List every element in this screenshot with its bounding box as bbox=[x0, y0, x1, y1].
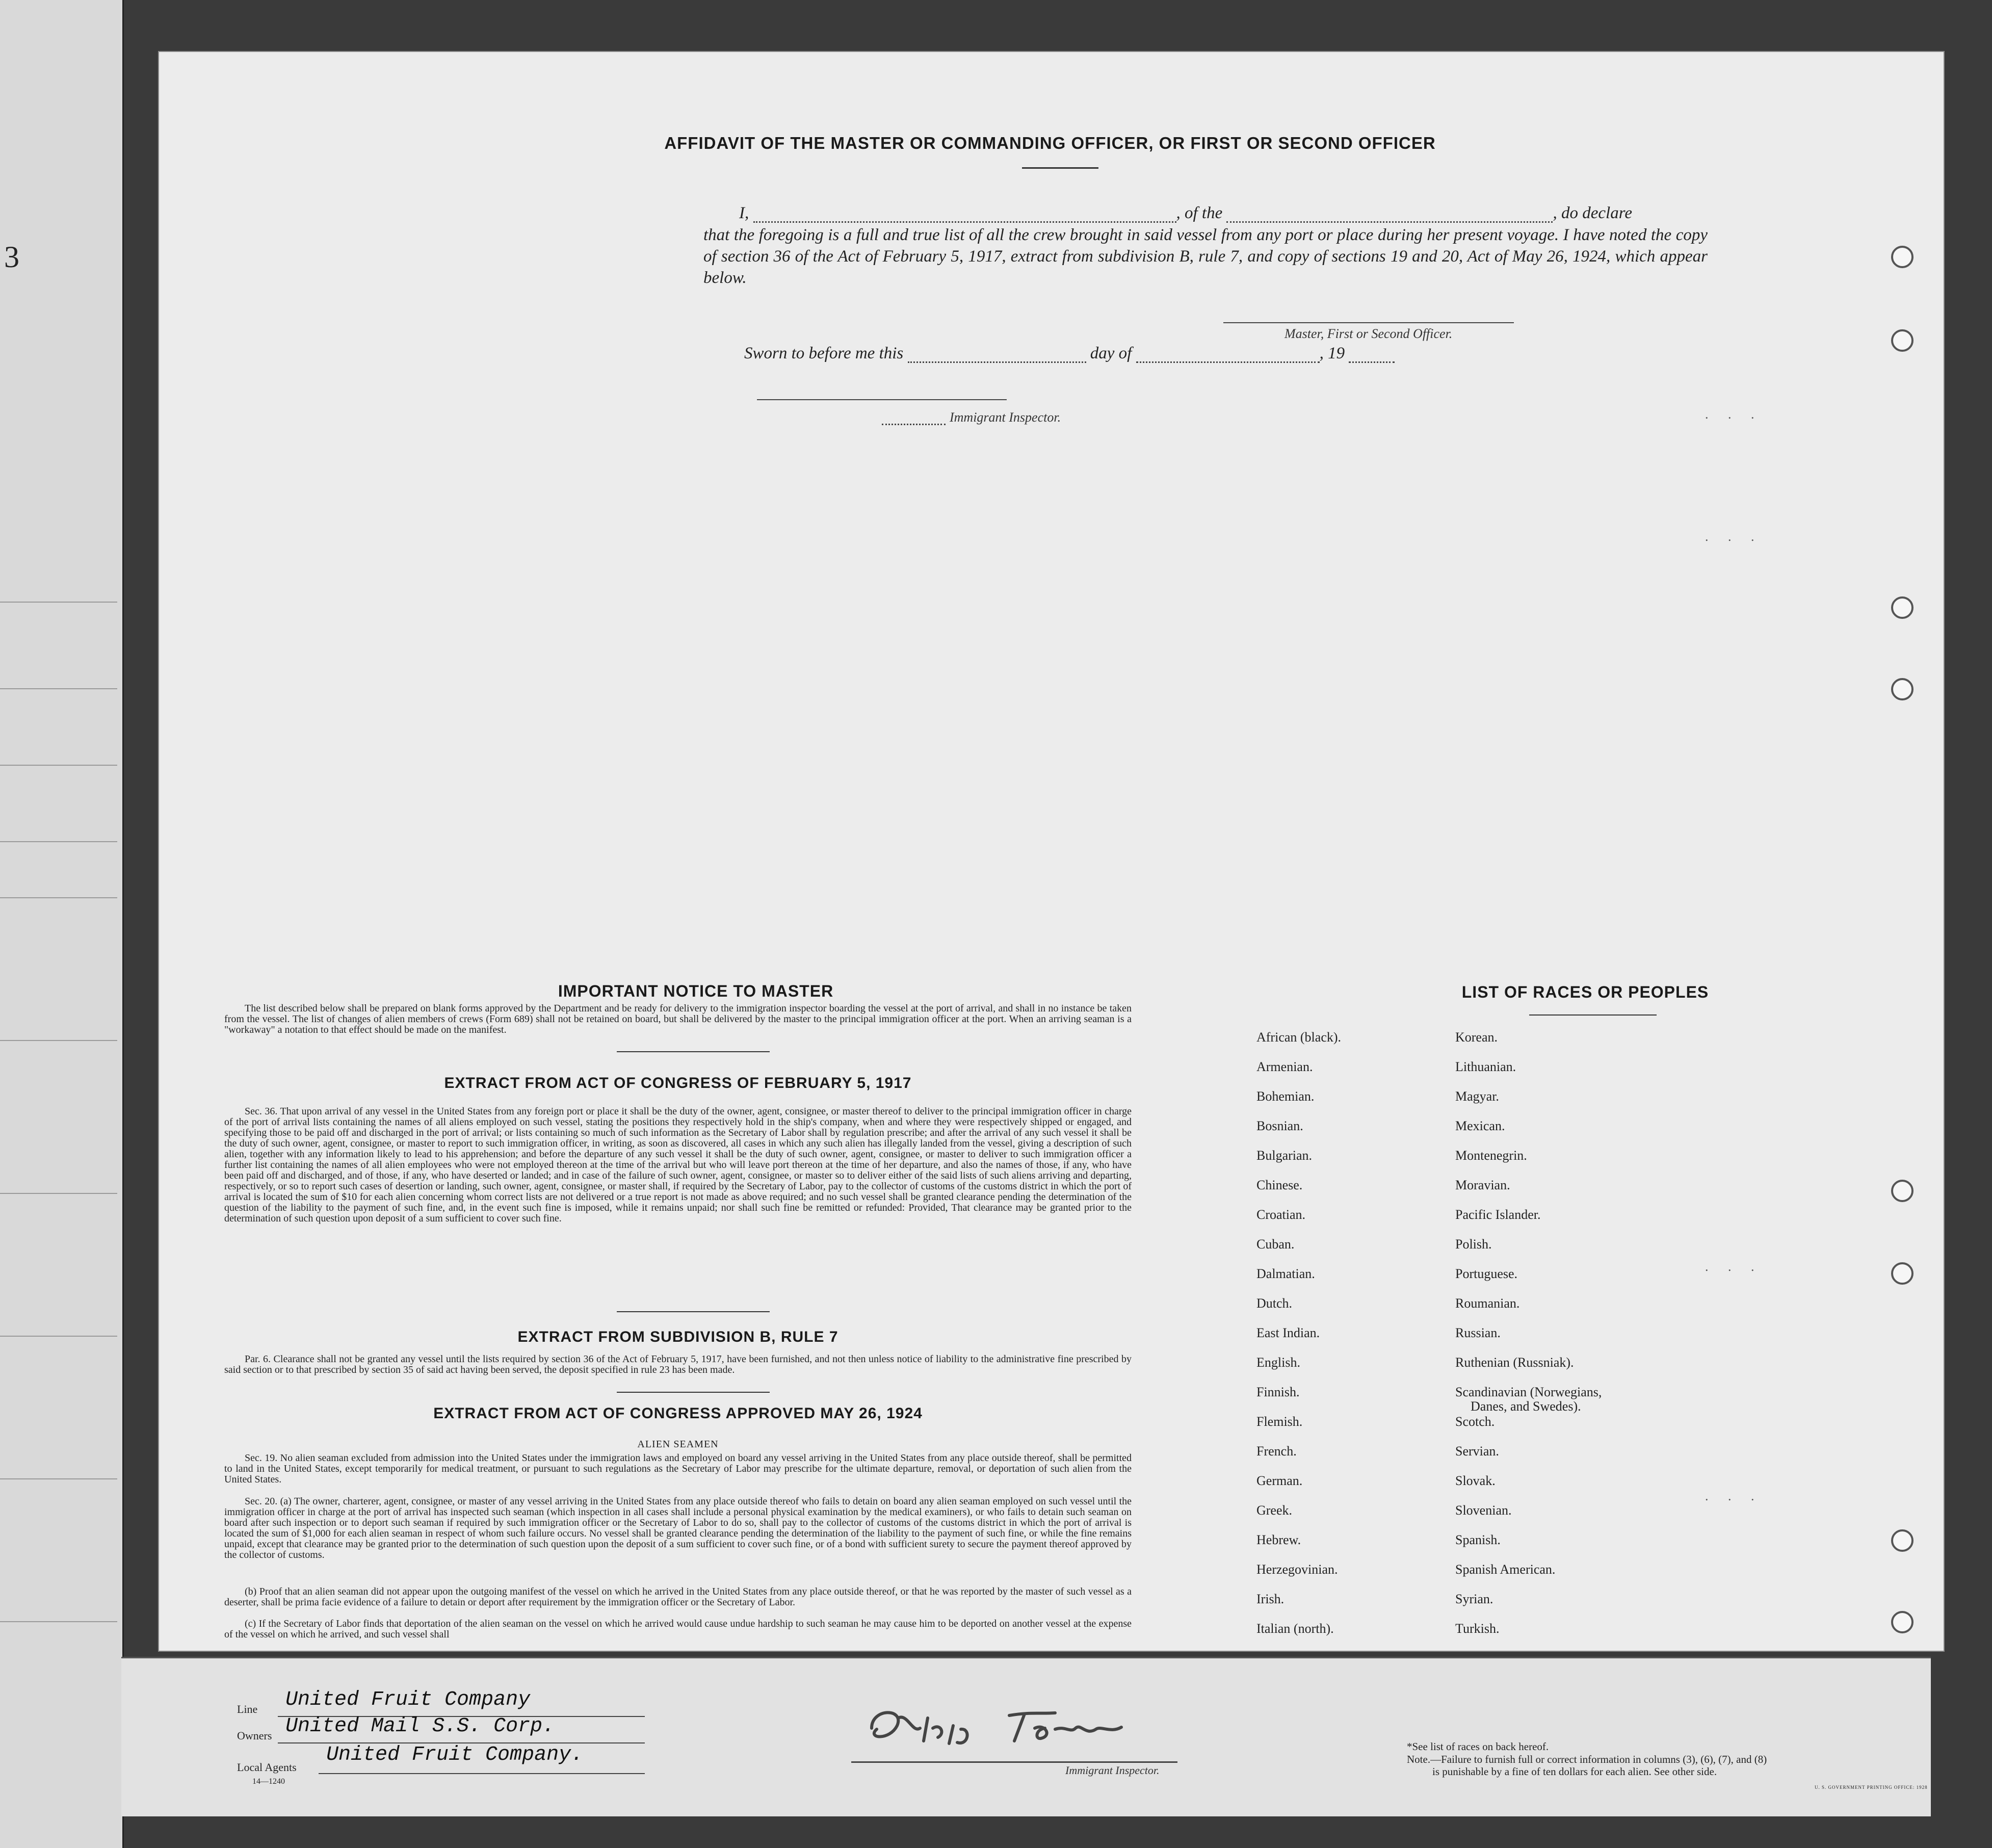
race-item-continuation: Danes, and Swedes). bbox=[1471, 1399, 1581, 1414]
bleed-dots: . . . bbox=[1705, 407, 1763, 422]
race-item: Croatian. bbox=[1256, 1207, 1306, 1222]
notice-title: IMPORTANT NOTICE TO MASTER bbox=[558, 982, 834, 1000]
race-item: Pacific Islander. bbox=[1455, 1207, 1541, 1222]
punch-hole bbox=[1891, 329, 1914, 352]
officer-signature-line bbox=[1223, 322, 1514, 323]
line-label: Line bbox=[237, 1703, 258, 1715]
document-page bbox=[158, 51, 1945, 1652]
agents-field-rule bbox=[319, 1773, 645, 1774]
race-item: Dutch. bbox=[1256, 1296, 1293, 1311]
punch-hole bbox=[1891, 1262, 1914, 1285]
rule7-text: Par. 6. Clearance shall not be granted any vessel until the lists required by section 36 of the Act of February 5, 1917, have been furnished, and not then unless notice of liability to the administrative fine prescribed by said section or to that prescribed by section 35 of said act having been served, the deposit specified in rule 23 has been made. bbox=[224, 1354, 1132, 1375]
sworn-day-blank bbox=[908, 347, 1086, 363]
margin-mark: 3 bbox=[4, 240, 19, 274]
punch-hole bbox=[1891, 596, 1914, 619]
sworn-before: Sworn to before me this bbox=[744, 344, 904, 362]
bleed-dots: . . . bbox=[1705, 1489, 1763, 1503]
race-item: Magyar. bbox=[1455, 1089, 1499, 1104]
race-item: Lithuanian. bbox=[1455, 1059, 1516, 1074]
failure-note-2: is punishable by a fine of ten dollars for each alien. See other side. bbox=[1432, 1765, 1717, 1778]
race-item: Greek. bbox=[1256, 1503, 1293, 1518]
race-item: Mexican. bbox=[1455, 1118, 1505, 1133]
race-item: Turkish. bbox=[1455, 1621, 1500, 1636]
race-item: Bohemian. bbox=[1256, 1089, 1315, 1104]
race-item: Dalmatian. bbox=[1256, 1266, 1315, 1281]
form-number: 14—1240 bbox=[252, 1777, 285, 1786]
rule7-rule bbox=[617, 1392, 770, 1393]
declaration-line bbox=[739, 204, 1632, 223]
decl-do-declare: , do declare bbox=[1553, 204, 1632, 222]
race-item: Spanish. bbox=[1455, 1532, 1501, 1547]
race-item: Scotch. bbox=[1455, 1414, 1495, 1429]
race-item: Montenegrin. bbox=[1455, 1148, 1527, 1163]
agents-value: United Fruit Company. bbox=[326, 1743, 584, 1766]
race-item: Slovak. bbox=[1455, 1473, 1496, 1488]
owners-value: United Mail S.S. Corp. bbox=[285, 1715, 555, 1738]
sec20c-text: (c) If the Secretary of Labor finds that deportation of the alien seaman on the vessel on which he arrived would cause undue hardship to such seaman he may cause him to be deported on another vessel at the expense of the vessel on which he arrived, and such vessel shall bbox=[224, 1619, 1132, 1640]
race-item: Polish. bbox=[1455, 1237, 1492, 1252]
race-item: Slovenian. bbox=[1455, 1503, 1512, 1518]
inspector-blank bbox=[882, 415, 946, 425]
bleed-dots: . . . bbox=[1705, 1259, 1763, 1274]
races-title: LIST OF RACES OR PEOPLES bbox=[1461, 983, 1709, 1001]
rule7-title: EXTRACT FROM SUBDIVISION B, RULE 7 bbox=[517, 1329, 838, 1345]
vessel-blank bbox=[1226, 207, 1553, 223]
race-item: Herzegovinian. bbox=[1256, 1562, 1338, 1577]
inspector-signature bbox=[856, 1698, 1152, 1754]
race-item: Italian (north). bbox=[1256, 1621, 1334, 1636]
race-item: Finnish. bbox=[1256, 1385, 1300, 1399]
footer-inspector-caption: Immigrant Inspector. bbox=[1065, 1764, 1160, 1777]
officer-caption: Master, First or Second Officer. bbox=[1285, 326, 1453, 341]
race-item: Spanish American. bbox=[1455, 1562, 1556, 1577]
affidavit-title: AFFIDAVIT OF THE MASTER OR COMMANDING OFFICER, OR FIRST OR SECOND OFFICER bbox=[664, 134, 1436, 152]
sworn-year-blank bbox=[1349, 347, 1395, 363]
race-item: Moravian. bbox=[1455, 1178, 1510, 1192]
notice-rule bbox=[617, 1051, 770, 1052]
agents-label: Local Agents bbox=[237, 1761, 297, 1774]
failure-note-1: Note.—Failure to furnish full or correct information in columns (3), (6), (7), and (8) bbox=[1407, 1753, 1767, 1765]
race-item: East Indian. bbox=[1256, 1325, 1320, 1340]
sworn-year: , 19 bbox=[1319, 344, 1345, 362]
decl-i: I, bbox=[739, 204, 749, 222]
race-item: Hebrew. bbox=[1256, 1532, 1301, 1547]
race-item: Bosnian. bbox=[1256, 1118, 1303, 1133]
affidavit-body: that the foregoing is a full and true list of all the crew brought in said vessel from any port or place during her present voyage. I have noted the copy of section 36 of the Act of February 5, 1917, extract from subdivision B, rule 7, and copy of sections 19 and 20, Act of May 26, 1924, which appear below. bbox=[703, 226, 1708, 287]
extract-1924-title: EXTRACT FROM ACT OF CONGRESS APPROVED MAY 26, 1924 bbox=[433, 1405, 923, 1422]
name-blank bbox=[753, 207, 1176, 223]
race-item: Syrian. bbox=[1455, 1592, 1493, 1606]
alien-seamen-heading: ALIEN SEAMEN bbox=[637, 1439, 719, 1450]
affidavit-inspector-caption: Immigrant Inspector. bbox=[882, 410, 1061, 425]
extract-1917-rule bbox=[617, 1311, 770, 1312]
title-rule bbox=[1022, 167, 1098, 169]
underlying-page bbox=[0, 0, 124, 1848]
race-item: Irish. bbox=[1256, 1592, 1285, 1606]
sec20a-text: Sec. 20. (a) The owner, charterer, agent, consignee, or master of any vessel arriving in the United States from any place outside thereof who fails to detain on board any alien seaman employed on such vessel until the immigration officer in charge at the port of arrival has inspected such seaman (which inspection in all cases shall include a personal physical examination by the medical examiners), or who fails to detain such seaman on board after such inspection or to deport such seaman if required by such immigration officer or the Secretary of Labor to do so, shall pay to the collector of customs of the customs district in which the port of arrival is located the sum of $1,000 for each alien seaman in respect of whom such failure occurs. No vessel shall be granted clearance pending the determination of the liability to the payment of such fine, or while the fine remains unpaid, except that clearance may be granted prior to the determination of such question upon the deposit of a sum sufficient to cover such fine, or of a bond with sufficient surety to secure the payment thereof approved by the collector of customs. bbox=[224, 1496, 1132, 1560]
race-item: Servian. bbox=[1455, 1444, 1499, 1459]
race-item: Scandinavian (Norwegians, bbox=[1455, 1385, 1602, 1399]
punch-hole bbox=[1891, 678, 1914, 700]
race-item: Chinese. bbox=[1256, 1178, 1303, 1192]
decl-of-the: , of the bbox=[1176, 204, 1223, 222]
race-item: African (black). bbox=[1256, 1030, 1342, 1045]
race-item: Bulgarian. bbox=[1256, 1148, 1313, 1163]
extract-1917-text: Sec. 36. That upon arrival of any vessel in the United States from any foreign port or place it shall be the duty of the owner, agent, consignee, or master thereof to deliver to the principal immigration officer in charge of the port of arrival lists containing the names of all aliens employed on such vessel, stating the positions they respectively hold in the ship's company, when and where they were respectively shipped or engaged, and specifying those to be paid off and discharged in the port of arrival; or lists containing so much of such information as the Secretary of Labor shall by regulation prescribe; and after the arrival of any such vessel it shall be the duty of such owner, agent, consignee, or master to report to such immigration officer, in writing, as soon as discovered, all cases in which any such alien has illegally landed from the vessel, giving a description of such alien, together with any information likely to lead to his apprehension; and before the departure of any such vessel it shall be the duty of such owner, agent, consignee, or master to deliver to such immigration officer a further list containing the names of all alien employees who were not employed thereon at the time of the arrival but who will leave port thereon at the time of her departure, and also the names of those, if any, who have been paid off and discharged, and of those, if any, who have deserted or landed; and in case of the failure of such owner, agent, consignee, or master so to deliver either of the said lists of such aliens arriving and departing, respectively, or so to report such cases of desertion or landing, such owner, agent, consignee, or master shall, if required by the Secretary of Labor, pay to the collector of customs of the customs district in which the port of arrival is located the sum of $10 for each alien concerning whom correct lists are not delivered or a true report is not made as above required; and no such vessel shall be granted clearance pending the determination of the question of the liability to the payment of such fine, and, in the event such fine is imposed, while it remains unpaid; nor shall such fine be remitted or refunded: Provided, That clearance may be granted prior to the determination of such question upon deposit of a sum sufficient to cover such fine. bbox=[224, 1106, 1132, 1224]
sec19-text: Sec. 19. No alien seaman excluded from admission into the United States under the immigration laws and employed on board any vessel arriving in the United States from any place outside thereof, shall be permitted to land in the United States, except temporarily for medical treatment, or pursuant to such regulations as the Secretary of Labor may prescribe for the ultimate departure, removal, or deportation of such alien from the United States. bbox=[224, 1452, 1132, 1485]
bleed-dots: . . . bbox=[1705, 529, 1763, 544]
line-value: United Fruit Company bbox=[285, 1688, 531, 1711]
race-item: Korean. bbox=[1455, 1030, 1498, 1045]
race-item: French. bbox=[1256, 1444, 1297, 1459]
race-item: Armenian. bbox=[1256, 1059, 1313, 1074]
printer-imprint: U. S. GOVERNMENT PRINTING OFFICE: 1928 bbox=[1815, 1785, 1928, 1790]
punch-hole bbox=[1891, 1180, 1914, 1202]
race-item: Portuguese. bbox=[1455, 1266, 1518, 1281]
sworn-line bbox=[744, 344, 1395, 363]
race-item: Roumanian. bbox=[1455, 1296, 1520, 1311]
punch-hole bbox=[1891, 1611, 1914, 1633]
race-item: Cuban. bbox=[1256, 1237, 1295, 1252]
race-item: Flemish. bbox=[1256, 1414, 1303, 1429]
race-item: German. bbox=[1256, 1473, 1303, 1488]
sec20b-text: (b) Proof that an alien seaman did not appear upon the outgoing manifest of the vessel on which he arrived in the United States from any place outside thereof, or that he was reported by the master of such vessel as a deserter, shall be prima facie evidence of a failure to detain or deport after requirement by the immigration officer or the Secretary of Labor. bbox=[224, 1586, 1132, 1608]
race-item: Ruthenian (Russniak). bbox=[1455, 1355, 1574, 1370]
punch-hole bbox=[1891, 1529, 1914, 1552]
owners-label: Owners bbox=[237, 1729, 272, 1742]
punch-hole bbox=[1891, 246, 1914, 268]
sworn-day-of: day of bbox=[1090, 344, 1132, 362]
races-rule bbox=[1529, 1014, 1657, 1016]
races-note: *See list of races on back hereof. bbox=[1407, 1740, 1549, 1753]
extract-1917-title: EXTRACT FROM ACT OF CONGRESS OF FEBRUARY 5, 1917 bbox=[444, 1075, 912, 1091]
race-item: Russian. bbox=[1455, 1325, 1501, 1340]
sworn-month-blank bbox=[1136, 347, 1320, 363]
footer-inspector-line bbox=[851, 1761, 1177, 1763]
inspector-line bbox=[757, 399, 1007, 400]
notice-text: The list described below shall be prepared on blank forms approved by the Department and be ready for delivery to the immigration inspector boarding the vessel at the port of arrival, and shall in no instance be taken from the vessel. The list of changes of alien members of crews (Form 689) shall not be retained on board, but shall be delivered by the master to the principal immigration officer at the port. When an arriving seaman is a "workaway" a notation to that effect should be made on the manifest. bbox=[224, 1003, 1132, 1035]
race-item: English. bbox=[1256, 1355, 1300, 1370]
